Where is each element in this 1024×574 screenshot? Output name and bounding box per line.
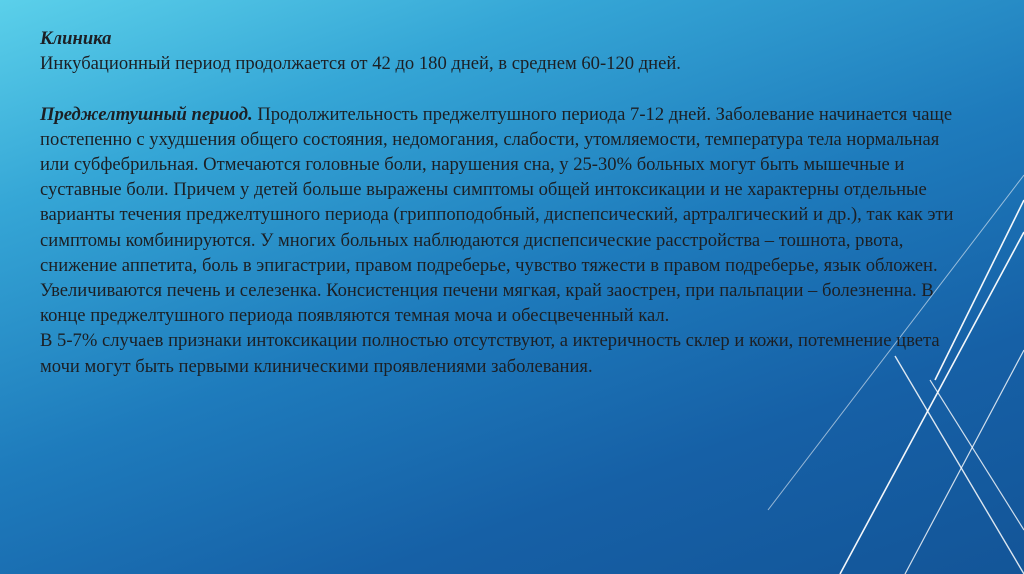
prejaundice-text: Продолжительность преджелтушного периода 7-12 дней. Заболевание начинается чаще постепенно с ухудшения общего состояния, недомогания, слабости, утомляемости, температура тела нормальная или субфебрильная. Отмечаются головные боли, нарушения сна, у 25-30% больных могут быть мышечные и суставные боли. Причем у детей больше выражены симптомы общей интоксикации и не характерны отдельные варианты течения преджелтушного периода (гриппоподобный, диспепсический, артралгический и др.), так как эти симптомы комбинируются. У многих больных наблюдаются диспепсические расстройства – тошнота, рвота, снижение аппетита, боль в эпигастрии, правом подреберье, чувство тяжести в правом подреберье, язык обложен. Увеличиваются печень и селезенка. Консистенция печени мягкая, край заострен, при пальпации – болезненна. В конце преджелтушного периода появляются темная моча и обесцвеченный кал. xyxy=(40,103,954,327)
percent-paragraph: В 5-7% случаев признаки интоксикации полностью отсутствуют, а иктеричность склер и кожи, потемнение цвета мочи могут быть первыми клиническими проявлениями заболевания. xyxy=(40,330,940,377)
prejaundice-lead: Преджелтушный период. xyxy=(40,103,253,125)
paragraph-spacer xyxy=(40,76,960,101)
decor-line xyxy=(930,380,1024,530)
slide-content xyxy=(40,26,960,379)
prejaundice-paragraph xyxy=(40,102,960,329)
incubation-paragraph: Инкубационный период продолжается от 42 до 180 дней, в среднем 60-120 дней. xyxy=(40,53,681,75)
decor-line xyxy=(905,350,1024,574)
section-heading: Клиника xyxy=(40,28,112,49)
decor-line xyxy=(895,356,1024,574)
